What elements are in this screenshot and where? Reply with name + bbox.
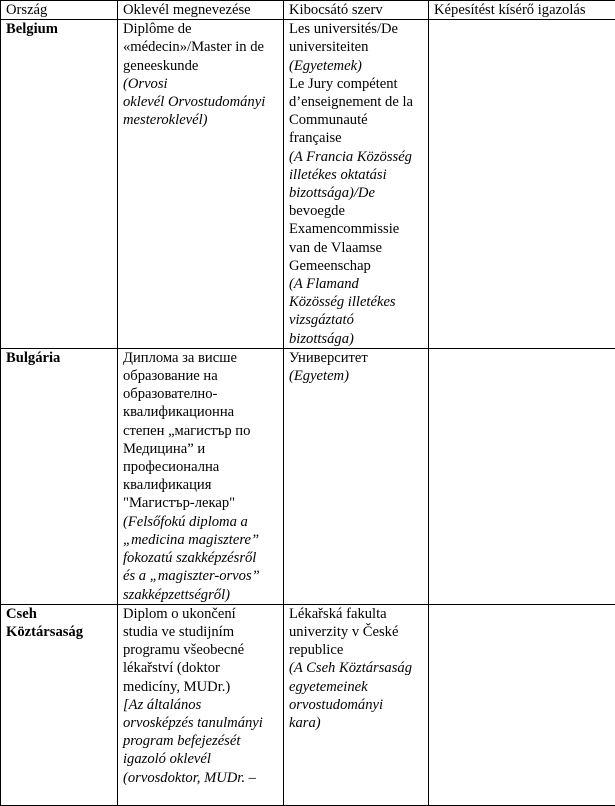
cell-text-line: «médecin»/Master in de (123, 38, 279, 56)
table-row (1, 20, 615, 349)
header-diploma-name: Oklevél megnevezése (118, 1, 284, 20)
cell-text-line: bizottsága) (289, 330, 424, 348)
cell-text-line: „medicina magisztere” (123, 531, 279, 549)
cell-text-line: universiteiten (289, 38, 424, 56)
cell-text-line: orvostudományi (289, 696, 424, 714)
cell-text-line: szakképzettségről) (123, 586, 279, 604)
cell-text-line: program befejezését (123, 732, 279, 750)
certificate-cell (429, 20, 615, 349)
cell-text-line: republice (289, 641, 424, 659)
cell-text-line: Bulgária (6, 349, 113, 367)
cell-text-line: univerzity v České (289, 623, 424, 641)
cell-text-line: Диплома за висше (123, 349, 279, 367)
cell-text-line: Le Jury compétent (289, 75, 424, 93)
cell-text-line: (A Cseh Köztársaság (289, 659, 424, 677)
cell-text-line: (Egyetem) (289, 367, 424, 385)
header-issuer: Kibocsátó szerv (284, 1, 429, 20)
cell-text-line: lékařství (doktor (123, 659, 279, 677)
issuer-cell (284, 348, 429, 604)
cell-text-line: bevoegde (289, 202, 424, 220)
cell-text-line: (Orvosi (123, 75, 279, 93)
cell-text-line: (Egyetemek) (289, 57, 424, 75)
certificate-cell (429, 604, 615, 805)
cell-text-line: Les universités/De (289, 20, 424, 38)
diploma-cell (118, 604, 284, 805)
cell-text-line: van de Vlaamse (289, 239, 424, 257)
cell-text-line: Медицина” и (123, 440, 279, 458)
cell-text-line: fokozatú szakképzésről (123, 549, 279, 567)
cell-text-line: (A Flamand (289, 275, 424, 293)
country-cell (1, 348, 118, 604)
cell-text-line: Belgium (6, 20, 113, 38)
cell-text-line: orvosképzés tanulmányi (123, 714, 279, 732)
country-cell (1, 604, 118, 805)
diploma-cell (118, 20, 284, 349)
table-row (1, 604, 615, 805)
cell-text-line: квалификация (123, 476, 279, 494)
certificate-cell (429, 348, 615, 604)
cell-text-line: Examencommissie (289, 220, 424, 238)
cell-text-line: medicíny, MUDr.) (123, 678, 279, 696)
cell-text-line: Communauté (289, 111, 424, 129)
table-row (1, 348, 615, 604)
issuer-cell (284, 20, 429, 349)
cell-text-line: "Магистър-лекар" (123, 494, 279, 512)
cell-text-line: Gemeenschap (289, 257, 424, 275)
cell-text-line: степен „магистър по (123, 422, 279, 440)
header-country: Ország (1, 1, 118, 20)
issuer-cell (284, 604, 429, 805)
cell-text-line: vizsgáztató (289, 311, 424, 329)
cell-text-line: Cseh (6, 605, 113, 623)
header-row (1, 1, 615, 20)
cell-text-line: oklevél Orvostudományi (123, 93, 279, 111)
cell-text-line: Lékařská fakulta (289, 605, 424, 623)
cell-text-line: образование на (123, 367, 279, 385)
country-cell (1, 20, 118, 349)
cell-text-line: (orvosdoktor, MUDr. – (123, 769, 279, 787)
cell-text-line: illetékes oktatási (289, 166, 424, 184)
cell-text-line: [Az általános (123, 696, 279, 714)
cell-text-line: Köztársaság (6, 623, 113, 641)
cell-text-line: (Felsőfokú diploma a (123, 513, 279, 531)
cell-text-line: професионална (123, 458, 279, 476)
header-certificate: Képesítést kísérő igazolás (429, 1, 615, 20)
cell-text-line: studia ve studijním (123, 623, 279, 641)
cell-text-line: igazoló oklevél (123, 750, 279, 768)
cell-text-line: mesteroklevél) (123, 111, 279, 129)
cell-text-line: geneeskunde (123, 57, 279, 75)
cell-text-line: образователно- (123, 385, 279, 403)
cell-text-line: (A Francia Közösség (289, 148, 424, 166)
diploma-cell (118, 348, 284, 604)
cell-text-line: Diplôme de (123, 20, 279, 38)
cell-text-line: française (289, 129, 424, 147)
cell-text-line: Közösség illetékes (289, 293, 424, 311)
cell-text-line: egyetemeinek (289, 678, 424, 696)
cell-text-line: és a „magiszter-orvos” (123, 567, 279, 585)
cell-text-line: kara) (289, 714, 424, 732)
cell-text-line: bizottsága)/De (289, 184, 424, 202)
cell-text-line: Университет (289, 349, 424, 367)
cell-text-line: programu všeobecné (123, 641, 279, 659)
cell-text-line: квалификационна (123, 403, 279, 421)
cell-text-line: Diplom o ukončení (123, 605, 279, 623)
cell-text-line: d’enseignement de la (289, 93, 424, 111)
